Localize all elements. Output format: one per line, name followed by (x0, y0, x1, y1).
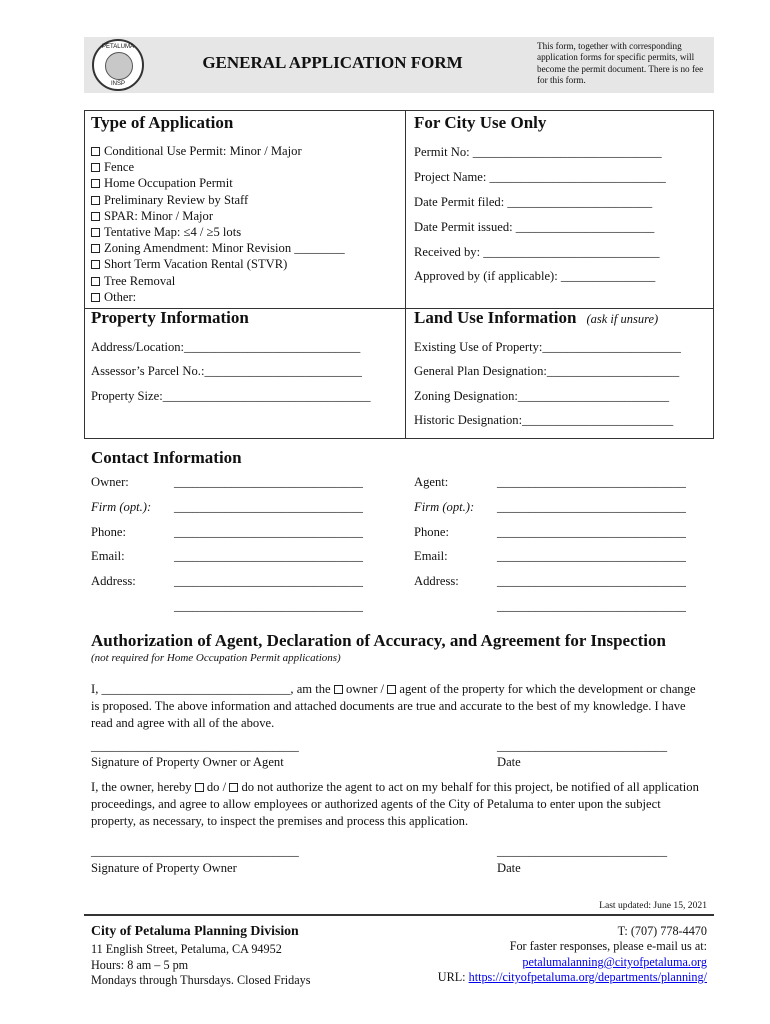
org-hours: Hours: 8 am – 5 pm (91, 958, 189, 972)
application-type-item[interactable]: Conditional Use Permit: Minor / Major (91, 143, 345, 159)
checkbox-icon[interactable] (91, 212, 100, 221)
agent-email-field[interactable]: ______________________________ (497, 549, 686, 563)
application-type-item[interactable]: Home Occupation Permit (91, 175, 345, 191)
owner-address-field-2[interactable]: ______________________________ (174, 599, 363, 613)
type-of-application-heading: Type of Application (91, 113, 234, 132)
agent-label: Agent: (414, 475, 449, 489)
checkbox-icon[interactable] (91, 277, 100, 286)
application-type-item[interactable]: Preliminary Review by Staff (91, 192, 345, 208)
checkbox-icon[interactable] (91, 244, 100, 253)
org-address: 11 English Street, Petaluma, CA 94952 (91, 942, 282, 956)
application-type-item[interactable]: Zoning Amendment: Minor Revision ________ (91, 240, 345, 256)
checkbox-icon[interactable] (91, 179, 100, 188)
general-plan-field[interactable]: General Plan Designation:_____________________ (414, 364, 680, 378)
signature-line-owner[interactable]: _________________________________ (91, 844, 299, 858)
land-use-heading-row (414, 308, 658, 328)
org-phone: T: (707) 778-4470 (617, 924, 707, 938)
seal-emblem-icon (105, 52, 133, 80)
property-size-field[interactable]: Property Size:_________________________________ (91, 389, 371, 403)
agent-firm-label: Firm (opt.): (414, 500, 475, 514)
email-link[interactable]: petalumalanning@cityofpetaluma.org (522, 955, 707, 969)
agent-authorization-paragraph: I, the owner, hereby do / do not authorize the agent to act on my behalf for this project, be notified of all application proceedings, and agree to allow employees or authorized agents of the City of Petaluma to enter upon the subject property, as necessary, to inspect the premises and process this application. (91, 780, 699, 828)
org-name: City of Petaluma Planning Division (91, 923, 299, 938)
agent-field[interactable]: ______________________________ (497, 475, 686, 489)
agent-address-field[interactable]: ______________________________ (497, 574, 686, 588)
signature-owner-label: Signature of Property Owner (91, 861, 237, 875)
date-label-2: Date (497, 861, 521, 875)
date-filed-field[interactable]: Date Permit filed: _______________________ (414, 195, 653, 209)
city-use-heading: For City Use Only (414, 113, 547, 132)
checkbox-icon[interactable] (91, 293, 100, 302)
header-note: This form, together with corresponding application forms for specific permits, will become the permit document. There is no fee for this form. (537, 41, 704, 85)
agent-checkbox-icon[interactable] (387, 685, 396, 694)
url-row (390, 969, 707, 985)
property-info-heading: Property Information (91, 308, 249, 327)
date-issued-field[interactable]: Date Permit issued: ______________________ (414, 220, 655, 234)
agent-phone-field[interactable]: ______________________________ (497, 525, 686, 539)
signature-owner-agent-label: Signature of Property Owner or Agent (91, 755, 284, 769)
owner-phone-field[interactable]: ______________________________ (174, 525, 363, 539)
land-use-note: (ask if unsure) (586, 312, 659, 326)
checkbox-icon[interactable] (91, 147, 100, 156)
agent-phone-label: Phone: (414, 525, 449, 539)
address-location-field[interactable]: Address/Location:____________________________ (91, 340, 361, 354)
box-divider-vertical (405, 110, 406, 439)
authorization-heading: Authorization of Agent, Declaration of Accuracy, and Agreement for Inspection (91, 631, 666, 650)
owner-firm-field[interactable]: ______________________________ (174, 500, 363, 514)
authorization-subheading: (not required for Home Occupation Permit applications) (91, 652, 341, 664)
contact-info-heading: Contact Information (91, 448, 242, 467)
firm-label: Firm (opt.): (91, 500, 152, 514)
phone-label: Phone: (91, 525, 126, 539)
agent-address-label: Address: (414, 574, 459, 588)
checkbox-icon[interactable] (91, 260, 100, 269)
checkbox-icon[interactable] (91, 228, 100, 237)
land-use-heading: Land Use Information (414, 308, 577, 327)
declaration-paragraph: I, ______________________________, am the owner / agent of the property for which the development or change is proposed. The above information and attached documents are true and accurate to the best of my knowledge. I have read and agree with all of the above. (91, 682, 696, 730)
project-name-field[interactable]: Project Name: ____________________________ (414, 170, 666, 184)
received-by-field[interactable]: Received by: ____________________________ (414, 245, 660, 259)
do-not-checkbox-icon[interactable] (229, 783, 238, 792)
form-title: GENERAL APPLICATION FORM (202, 53, 463, 72)
email-link-row (390, 954, 707, 970)
application-type-item[interactable]: Tentative Map: ≤4 / ≥5 lots (91, 224, 345, 240)
owner-label: Owner: (91, 475, 129, 489)
agent-firm-field[interactable]: ______________________________ (497, 500, 686, 514)
parcel-no-field[interactable]: Assessor’s Parcel No.:_________________________ (91, 364, 362, 378)
permit-no-field[interactable]: Permit No: ______________________________ (414, 145, 662, 159)
address-label: Address: (91, 574, 136, 588)
approved-by-field[interactable]: Approved by (if applicable): _______________ (414, 269, 656, 283)
application-type-item[interactable]: Short Term Vacation Rental (STVR) (91, 256, 345, 272)
email-label: Email: (91, 549, 125, 563)
owner-email-field[interactable]: ______________________________ (174, 549, 363, 563)
zoning-designation-field[interactable]: Zoning Designation:________________________ (414, 389, 670, 403)
application-type-list (91, 143, 345, 305)
planning-url-link[interactable]: https://cityofpetaluma.org/departments/planning/ (468, 970, 707, 984)
checkbox-icon[interactable] (91, 196, 100, 205)
date-line-2[interactable]: ___________________________ (497, 844, 668, 858)
application-type-item[interactable]: Tree Removal (91, 273, 345, 289)
org-days: Mondays through Thursdays. Closed Fridays (91, 973, 311, 987)
date-line-1[interactable]: ___________________________ (497, 739, 668, 753)
application-type-item[interactable]: Other: (91, 289, 345, 305)
agent-address-field-2[interactable]: ______________________________ (497, 599, 686, 613)
checkbox-icon[interactable] (91, 163, 100, 172)
url-label: URL: (437, 970, 469, 984)
footer-rule (84, 914, 714, 916)
email-note: For faster responses, please e-mail us at: (509, 939, 707, 953)
historic-designation-field[interactable]: Historic Designation:________________________ (414, 413, 674, 427)
application-type-item[interactable]: SPAR: Minor / Major (91, 208, 345, 224)
owner-address-field[interactable]: ______________________________ (174, 574, 363, 588)
agent-email-label: Email: (414, 549, 448, 563)
owner-field[interactable]: ______________________________ (174, 475, 363, 489)
existing-use-field[interactable]: Existing Use of Property:______________________ (414, 340, 681, 354)
date-label-1: Date (497, 755, 521, 769)
last-updated: Last updated: June 15, 2021 (599, 900, 707, 911)
do-checkbox-icon[interactable] (195, 783, 204, 792)
application-type-item[interactable]: Fence (91, 159, 345, 175)
signature-line-owner-agent[interactable]: _________________________________ (91, 739, 299, 753)
owner-checkbox-icon[interactable] (334, 685, 343, 694)
city-seal-logo: PETALUMA INSP (92, 39, 144, 91)
